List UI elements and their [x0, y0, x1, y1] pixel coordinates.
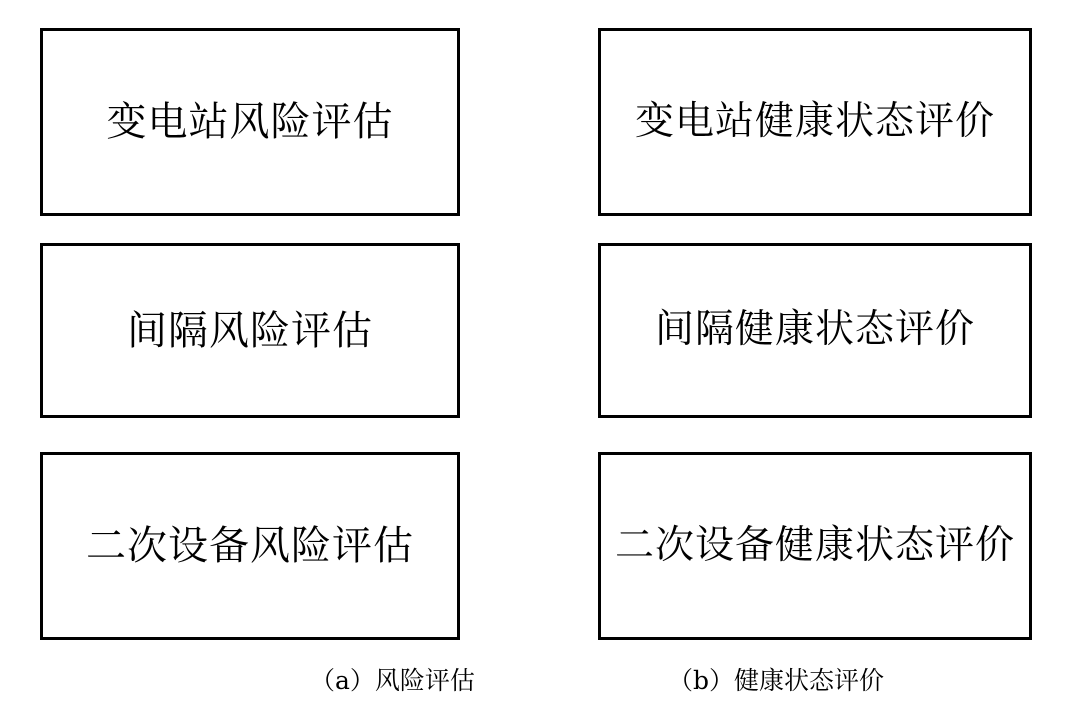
node-label: 二次设备风险评估 — [86, 523, 414, 569]
node-secondary-equipment-risk-assessment — [40, 452, 460, 640]
node-bay-health-evaluation — [598, 243, 1032, 418]
node-substation-risk-assessment — [40, 28, 460, 216]
node-bay-risk-assessment — [40, 243, 460, 418]
node-label: 间隔健康状态评价 — [654, 307, 975, 353]
diagram-column-health-state-evaluation — [598, 0, 1038, 715]
caption-risk-assessment: （a）风险评估 — [310, 666, 475, 695]
node-label: 间隔风险评估 — [127, 307, 373, 354]
node-secondary-equipment-health-evaluation — [598, 452, 1032, 640]
node-label: 变电站健康状态评价 — [634, 98, 995, 144]
node-label: 二次设备健康状态评价 — [614, 522, 1015, 568]
diagram-column-risk-assessment — [40, 0, 480, 715]
node-substation-health-evaluation — [598, 28, 1032, 216]
caption-health-state-evaluation: （b）健康状态评价 — [668, 666, 885, 695]
node-label: 变电站风险评估 — [106, 99, 394, 145]
